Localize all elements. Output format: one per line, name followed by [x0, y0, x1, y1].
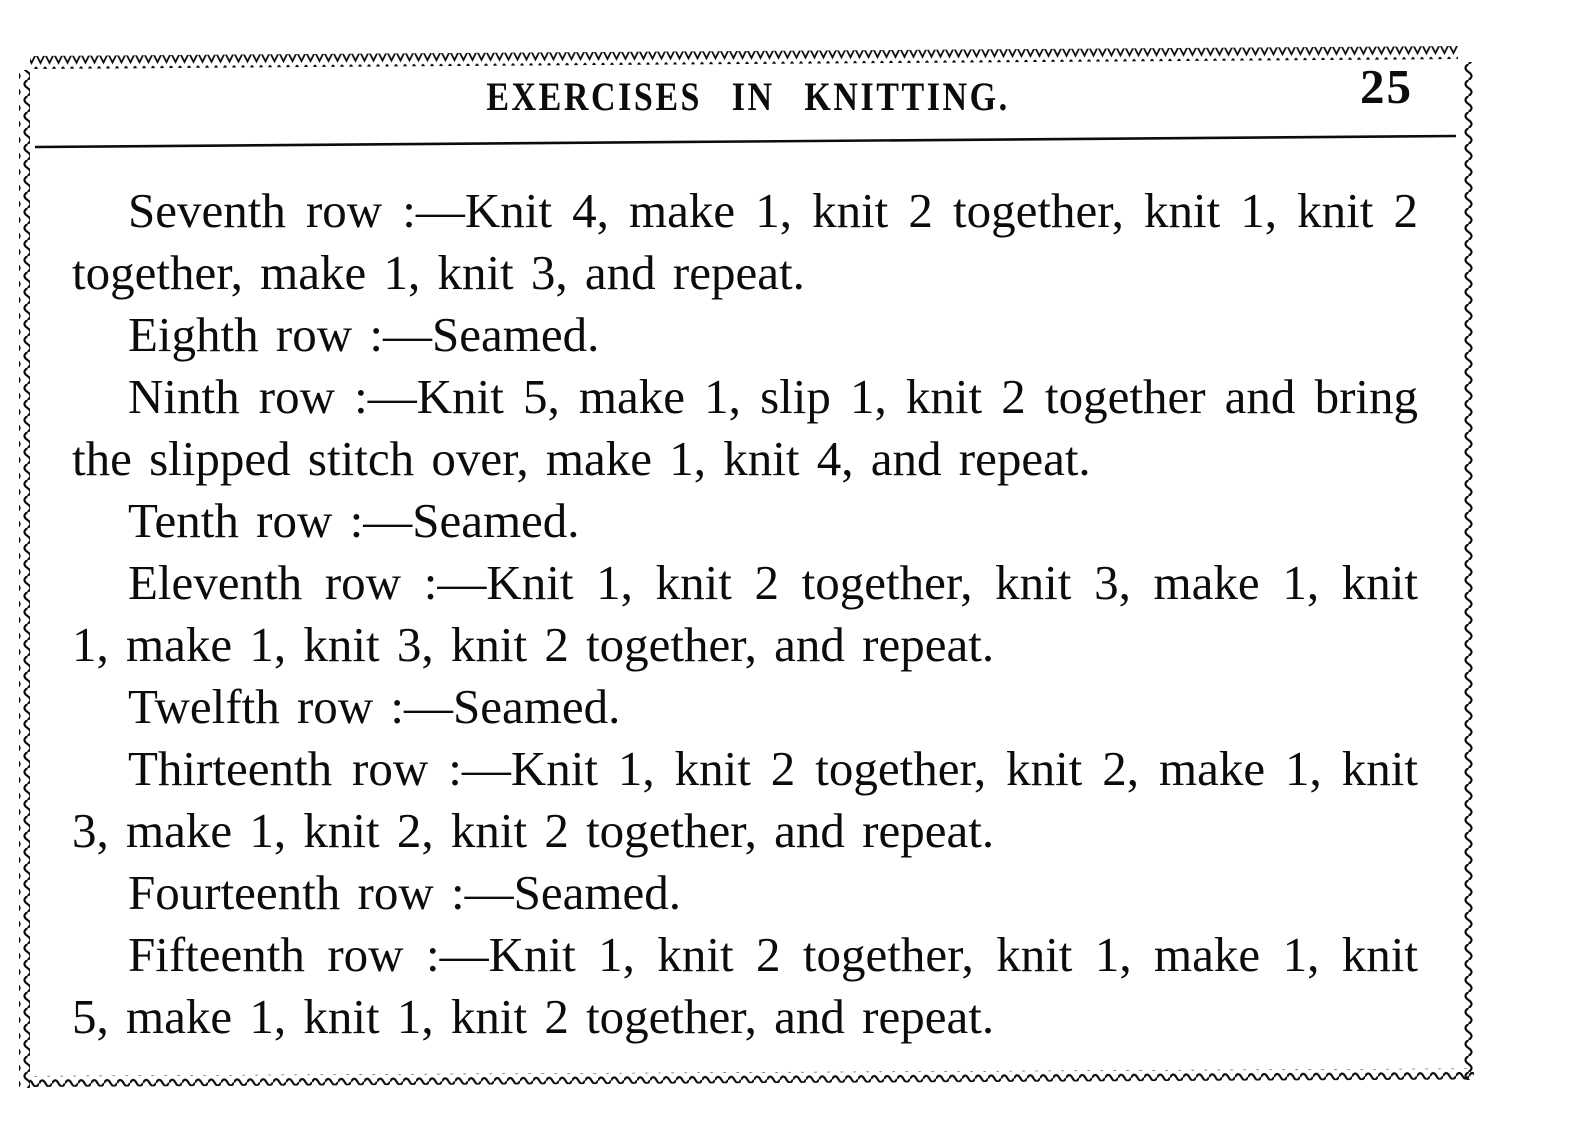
text-line: Ninth row :—Knit 5, make 1, slip 1, knit 2 together and bring [128, 369, 1418, 424]
text-line: Seventh row :—Knit 4, make 1, knit 2 together, knit 1, knit 2 [128, 183, 1418, 238]
text-line: Fifteenth row :—Knit 1, knit 2 together, knit 1, make 1, knit [128, 927, 1418, 982]
border-bottom [30, 1068, 1474, 1087]
body-text [72, 180, 1418, 1048]
text-line: Twelfth row :—Seamed. [128, 679, 621, 734]
page-header-title: EXERCISES IN KNITTING. [486, 74, 1010, 119]
border-left [19, 70, 30, 1088]
text-line: 1, make 1, knit 3, knit 2 together, and repeat. [72, 617, 995, 672]
text-line: 3, make 1, knit 2, knit 2 together, and repeat. [72, 803, 995, 858]
border-right [1464, 62, 1475, 1080]
text-line: Tenth row :—Seamed. [128, 493, 580, 548]
text-line: Eleventh row :—Knit 1, knit 2 together, knit 3, make 1, knit [128, 555, 1418, 610]
text-line: 5, make 1, knit 1, knit 2 together, and repeat. [72, 989, 995, 1044]
text-line: Fourteenth row :—Seamed. [128, 865, 681, 920]
border-top [30, 46, 1458, 69]
text-line: together, make 1, knit 3, and repeat. [72, 245, 805, 300]
text-line: Eighth row :—Seamed. [128, 307, 600, 362]
page-number: 25 [1360, 59, 1413, 114]
header-rule [35, 136, 1456, 147]
text-line: the slipped stitch over, make 1, knit 4, and repeat. [72, 431, 1091, 486]
text-line: Thirteenth row :—Knit 1, knit 2 together, knit 2, make 1, knit [128, 741, 1418, 796]
